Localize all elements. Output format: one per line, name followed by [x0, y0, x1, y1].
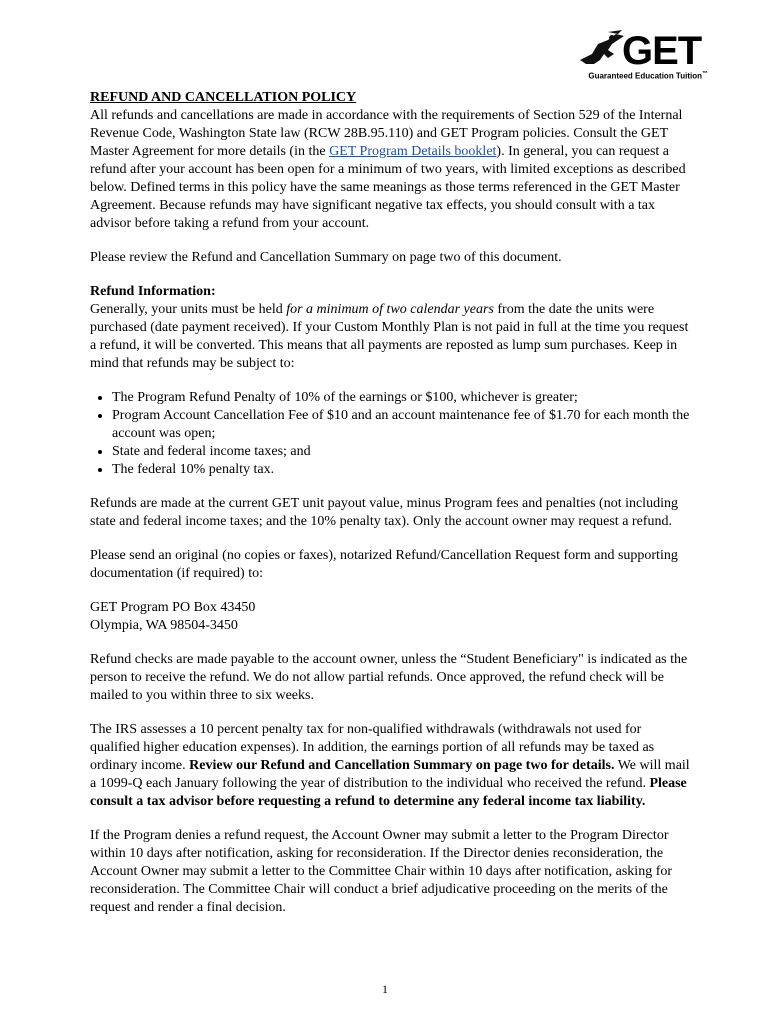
irs-paragraph: The IRS assesses a 10 percent penalty tax for non-qualified withdrawals (withdrawals not used for qualified higher education expenses). In addition, the earnings portion of all refunds may be taxed as ordinary income. Review our Refund and Cancellation Summary on page two for details. We will mail a 1099-Q each January following the year of distribution to the individual who received the refund. Please consult a tax advisor before requesting a refund to determine any federal income tax liability.: [90, 722, 690, 809]
review-note: Please review the Refund and Cancellation Summary on page two of this document.: [90, 250, 562, 265]
list-item: • The Program Refund Penalty of 10% of the earnings or $100, whichever is greater;: [112, 389, 690, 407]
refund-information-heading: Refund Information:: [90, 284, 216, 299]
mailing-address: GET Program PO Box 43450 Olympia, WA 98504-3450: [90, 600, 256, 633]
logo-wordmark: GET: [622, 29, 702, 73]
send-instructions: Please send an original (no copies or faxes), notarized Refund/Cancellation Request form and supporting documentation (if required) to:: [90, 548, 678, 581]
payout-paragraph: Refunds are made at the current GET unit payout value, minus Program fees and penalties (not including state and federal income taxes; and the 10% penalty tax). Only the account owner may request a refund.: [90, 496, 678, 529]
page-number: 1: [382, 982, 388, 996]
intro-paragraph: All refunds and cancellations are made in accordance with the requirements of Section 529 of the Internal Revenue Code, Washington State law (RCW 28B.95.110) and GET Program policies. Consult the GET Master Agreement for more details (in the GET Program Details booklet). In general, you can request a refund after your account has been open for a minimum of two years, with limited exceptions as described below. Defined terms in this policy have the same meanings as those terms referenced in the GET Master Agreement. Because refunds may have significant negative tax effects, you should consult with a tax advisor before taking a refund from your account.: [90, 108, 686, 231]
refund-information-section: Refund Information: Generally, your units must be held for a minimum of two calendar years from the date the units were purchased (date payment received). If your Custom Monthly Plan is not paid in full at the time you request a refund, it will be converted. This means that all payments are reposted as lump sum purchases. Keep in mind that refunds may be subject to:: [90, 284, 689, 371]
minimum-hold-emphasis: for a minimum of two calendar years: [286, 302, 494, 317]
list-item: • State and federal income taxes; and: [112, 443, 690, 461]
list-item: • Program Account Cancellation Fee of $10 and an account maintenance fee of $1.70 for each month the account was open;: [112, 407, 690, 443]
denial-paragraph: If the Program denies a refund request, the Account Owner may submit a letter to the Program Director within 10 days after notification, asking for reconsideration. If the Director denies reconsideration, the Account Owner may submit a letter to the Committee Chair within 10 days after notification, asking for reconsideration. The Committee Chair will conduct a brief adjudicative proceeding on the merits of the request and render a final decision.: [90, 828, 673, 915]
refund-checks-paragraph: Refund checks are made payable to the account owner, unless the “Student Beneficiary" is indicated as the person to receive the refund. We do not allow partial refunds. Once approved, the refund check will be mailed to you within three to six weeks.: [90, 652, 688, 703]
list-item: • The federal 10% penalty tax.: [112, 461, 690, 479]
program-details-link[interactable]: GET Program Details booklet: [329, 144, 497, 159]
logo-tagline: Guaranteed Education Tuition™: [588, 71, 708, 81]
get-logo: [578, 30, 708, 82]
page-title: REFUND AND CANCELLATION POLICY: [90, 90, 357, 105]
graduate-figure-icon: [578, 30, 628, 72]
document-body: [90, 89, 690, 933]
refund-subject-list: [90, 389, 690, 479]
